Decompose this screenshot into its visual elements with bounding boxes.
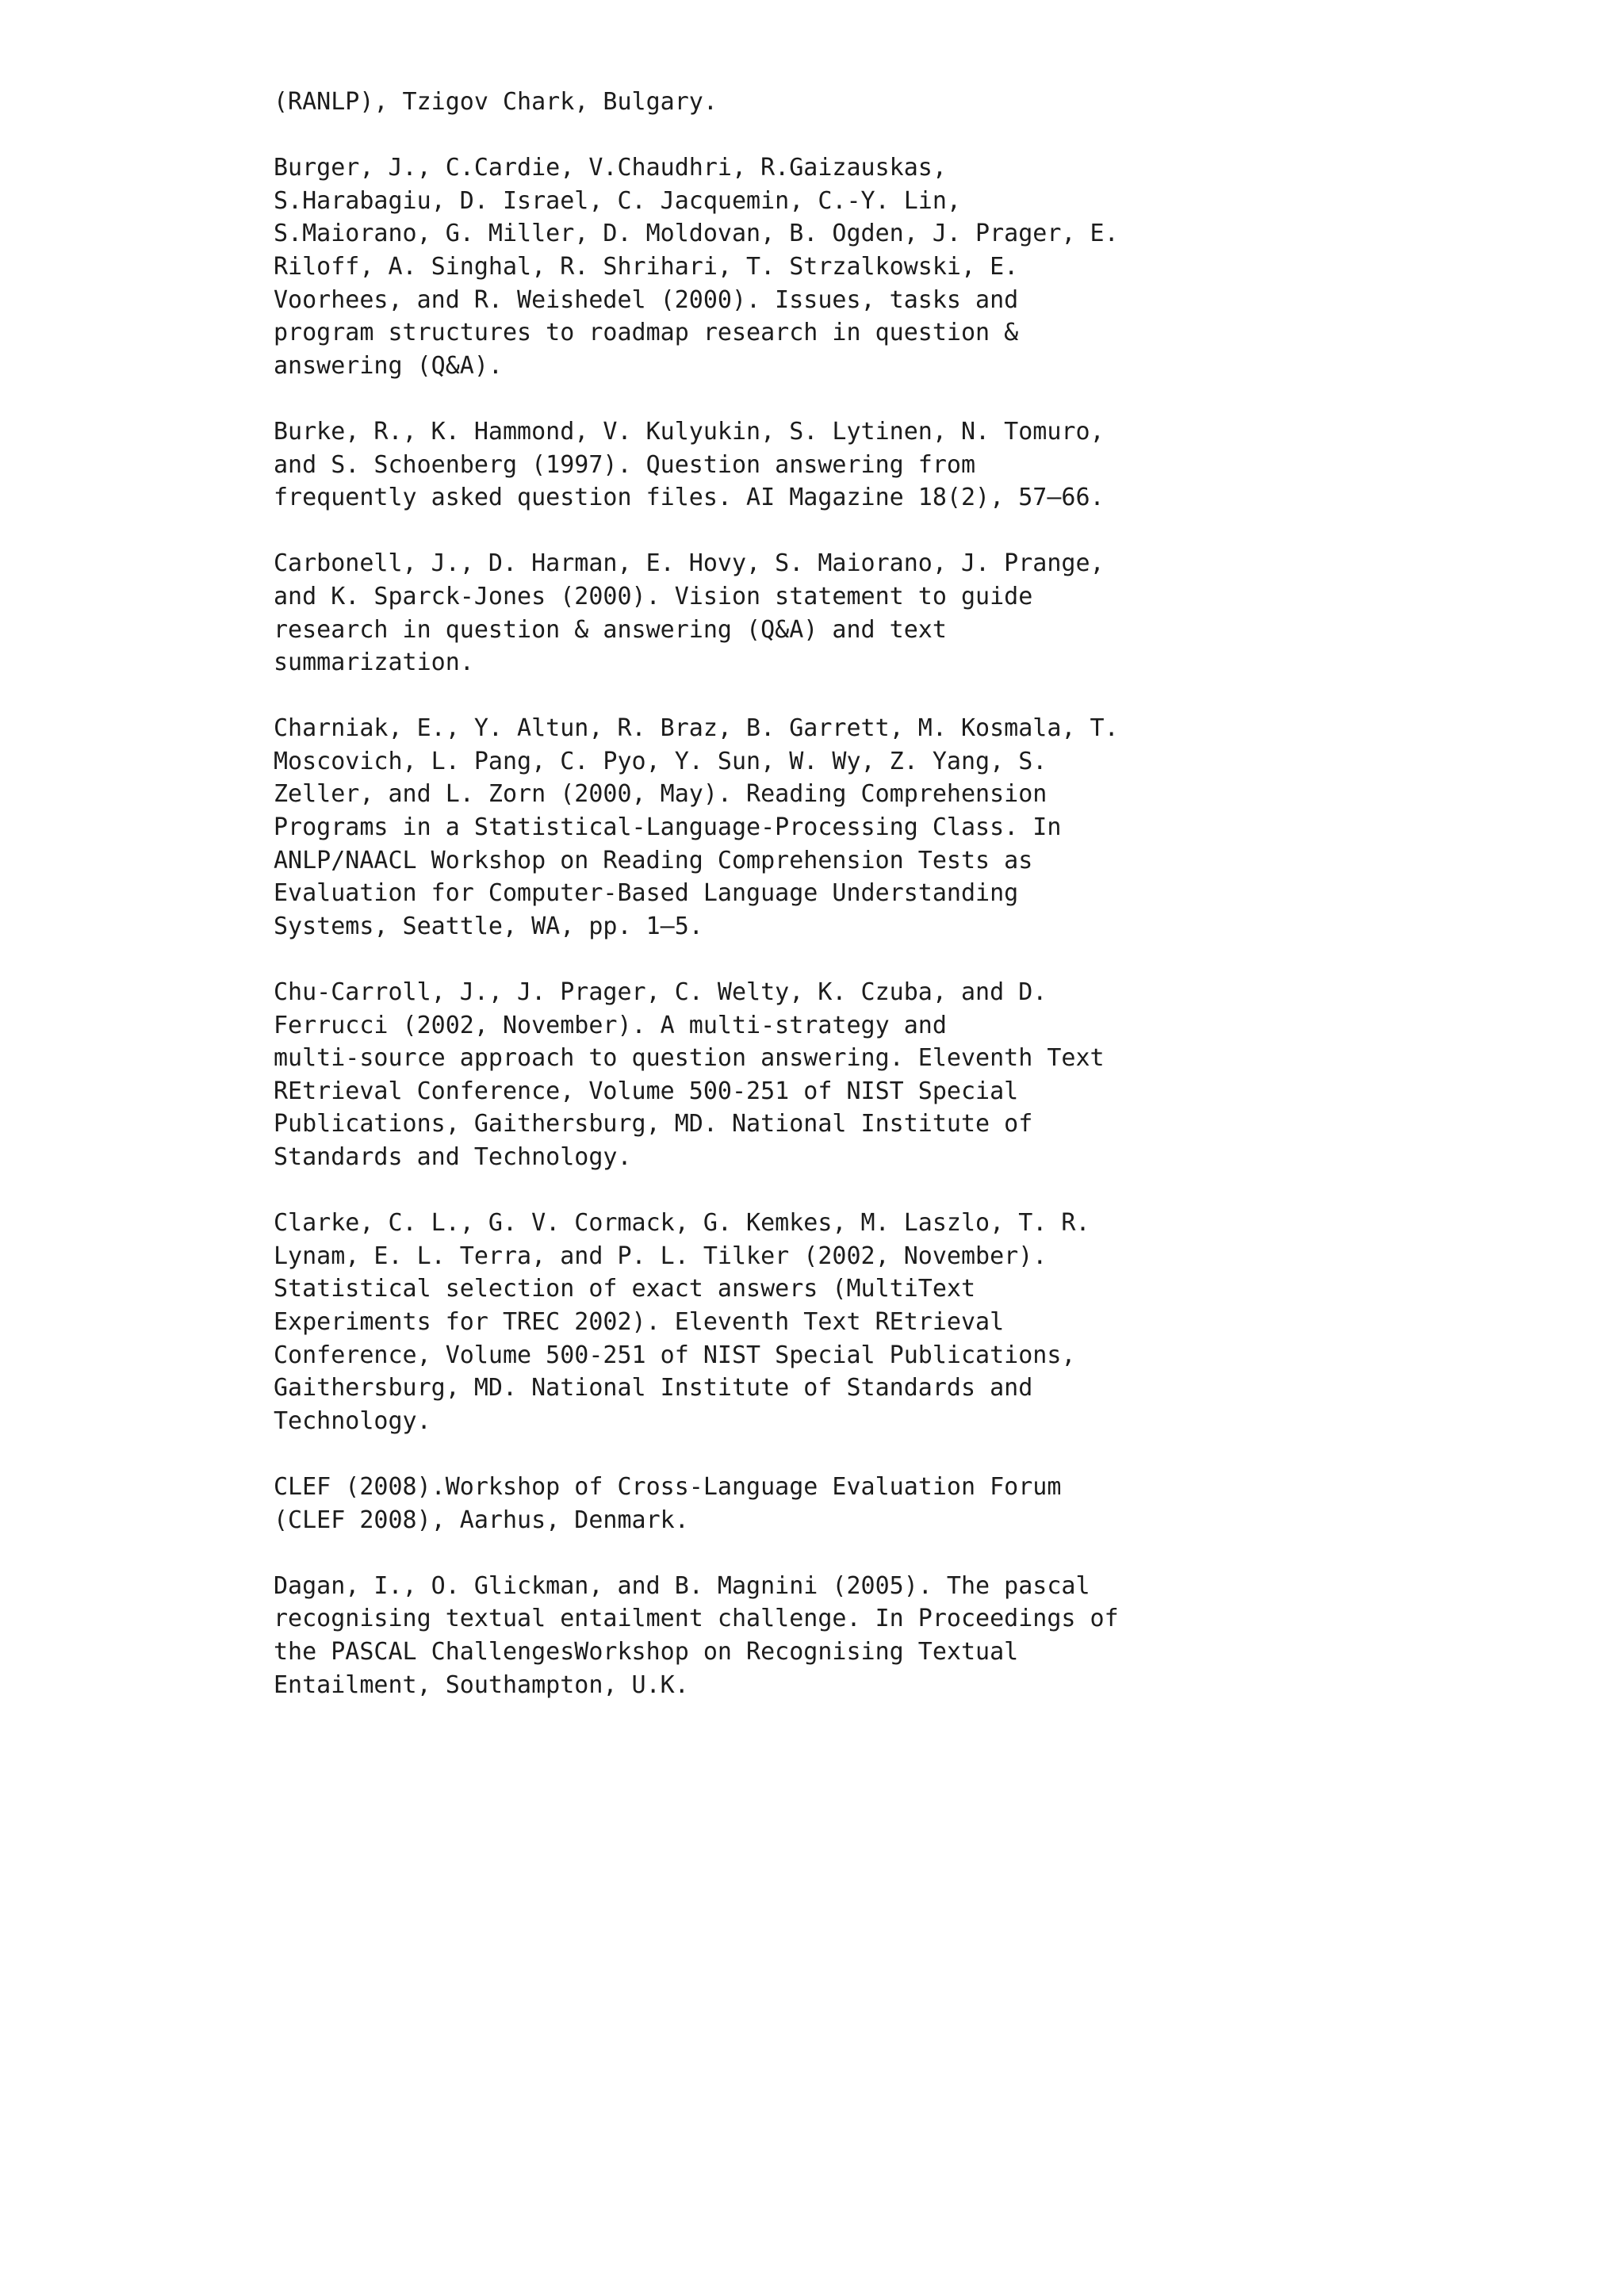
reference-line: recognising textual entailment challenge. In Proceedings of (274, 1605, 1119, 1633)
reference-line: Chu-Carroll, J., J. Prager, C. Welty, K. Czuba, and D. (274, 978, 1048, 1007)
reference-entry (274, 1207, 1384, 1437)
reference-list (274, 86, 1384, 1735)
reference-line: Evaluation for Computer-Based Language Understanding (274, 879, 1019, 908)
reference-line: Standards and Technology. (274, 1143, 632, 1171)
reference-entry (274, 86, 1384, 119)
reference-line: Voorhees, and R. Weishedel (2000). Issues, tasks and (274, 285, 1019, 314)
reference-line: program structures to roadmap research in question & (274, 319, 1019, 347)
reference-line: research in question & answering (Q&A) and text (274, 615, 947, 644)
reference-line: Ferrucci (2002, November). A multi-strategy and (274, 1011, 947, 1039)
reference-line: and K. Sparck-Jones (2000). Vision statement to guide (274, 582, 1033, 610)
reference-line: Charniak, E., Y. Altun, R. Braz, B. Garrett, M. Kosmala, T. (274, 714, 1119, 743)
reference-line: S.Harabagiu, D. Israel, C. Jacquemin, C.-Y. Lin, (274, 186, 961, 215)
reference-line: (CLEF 2008), Aarhus, Denmark. (274, 1506, 689, 1534)
reference-entry (274, 712, 1384, 943)
reference-line: Lynam, E. L. Terra, and P. L. Tilker (2002, November). (274, 1242, 1048, 1270)
reference-line: (RANLP), Tzigov Chark, Bulgary. (274, 88, 718, 116)
reference-line: Riloff, A. Singhal, R. Shrihari, T. Strzalkowski, E. (274, 252, 1019, 281)
reference-line: CLEF (2008).Workshop of Cross-Language Evaluation Forum (274, 1472, 1062, 1501)
reference-line: Burger, J., C.Cardie, V.Chaudhri, R.Gaizauskas, (274, 154, 947, 182)
reference-line: Burke, R., K. Hammond, V. Kulyukin, S. Lytinen, N. Tomuro, (274, 417, 1105, 446)
reference-line: Moscovich, L. Pang, C. Pyo, Y. Sun, W. Wy, Z. Yang, S. (274, 747, 1048, 775)
reference-line: Gaithersburg, MD. National Institute of Standards and (274, 1374, 1033, 1402)
reference-line: Clarke, C. L., G. V. Cormack, G. Kemkes, M. Laszlo, T. R. (274, 1209, 1090, 1238)
reference-line: ANLP/NAACL Workshop on Reading Comprehension Tests as (274, 846, 1033, 874)
reference-line: Statistical selection of exact answers (MultiText (274, 1275, 976, 1303)
reference-line: multi-source approach to question answering. Eleventh Text (274, 1044, 1105, 1073)
reference-line: answering (Q&A). (274, 351, 503, 380)
reference-line: Programs in a Statistical-Language-Processing Class. In (274, 813, 1062, 842)
reference-line: frequently asked question files. AI Magazine 18(2), 57–66. (274, 484, 1105, 512)
reference-line: Publications, Gaithersburg, MD. National Institute of (274, 1110, 1033, 1138)
reference-line: Systems, Seattle, WA, pp. 1–5. (274, 912, 703, 940)
reference-line: Experiments for TREC 2002). Eleventh Text REtrieval (274, 1307, 1005, 1336)
reference-line: Carbonell, J., D. Harman, E. Hovy, S. Maiorano, J. Prange, (274, 549, 1105, 578)
reference-line: REtrieval Conference, Volume 500-251 of NIST Special (274, 1077, 1019, 1105)
reference-entry (274, 1570, 1384, 1701)
reference-entry (274, 976, 1384, 1174)
reference-line: and S. Schoenberg (1997). Question answering from (274, 450, 976, 479)
reference-line: summarization. (274, 649, 474, 677)
reference-entry (274, 1471, 1384, 1536)
reference-line: Entailment, Southampton, U.K. (274, 1670, 689, 1699)
reference-entry (274, 415, 1384, 515)
reference-entry (274, 547, 1384, 679)
reference-line: Technology. (274, 1406, 431, 1435)
reference-line: the PASCAL ChallengesWorkshop on Recognising Textual (274, 1637, 1019, 1666)
reference-line: Zeller, and L. Zorn (2000, May). Reading Comprehension (274, 780, 1048, 809)
reference-line: Conference, Volume 500-251 of NIST Special Publications, (274, 1341, 1076, 1369)
reference-line: S.Maiorano, G. Miller, D. Moldovan, B. Ogden, J. Prager, E. (274, 220, 1119, 248)
reference-line: Dagan, I., O. Glickman, and B. Magnini (2005). The pascal (274, 1571, 1090, 1600)
reference-entry (274, 151, 1384, 382)
